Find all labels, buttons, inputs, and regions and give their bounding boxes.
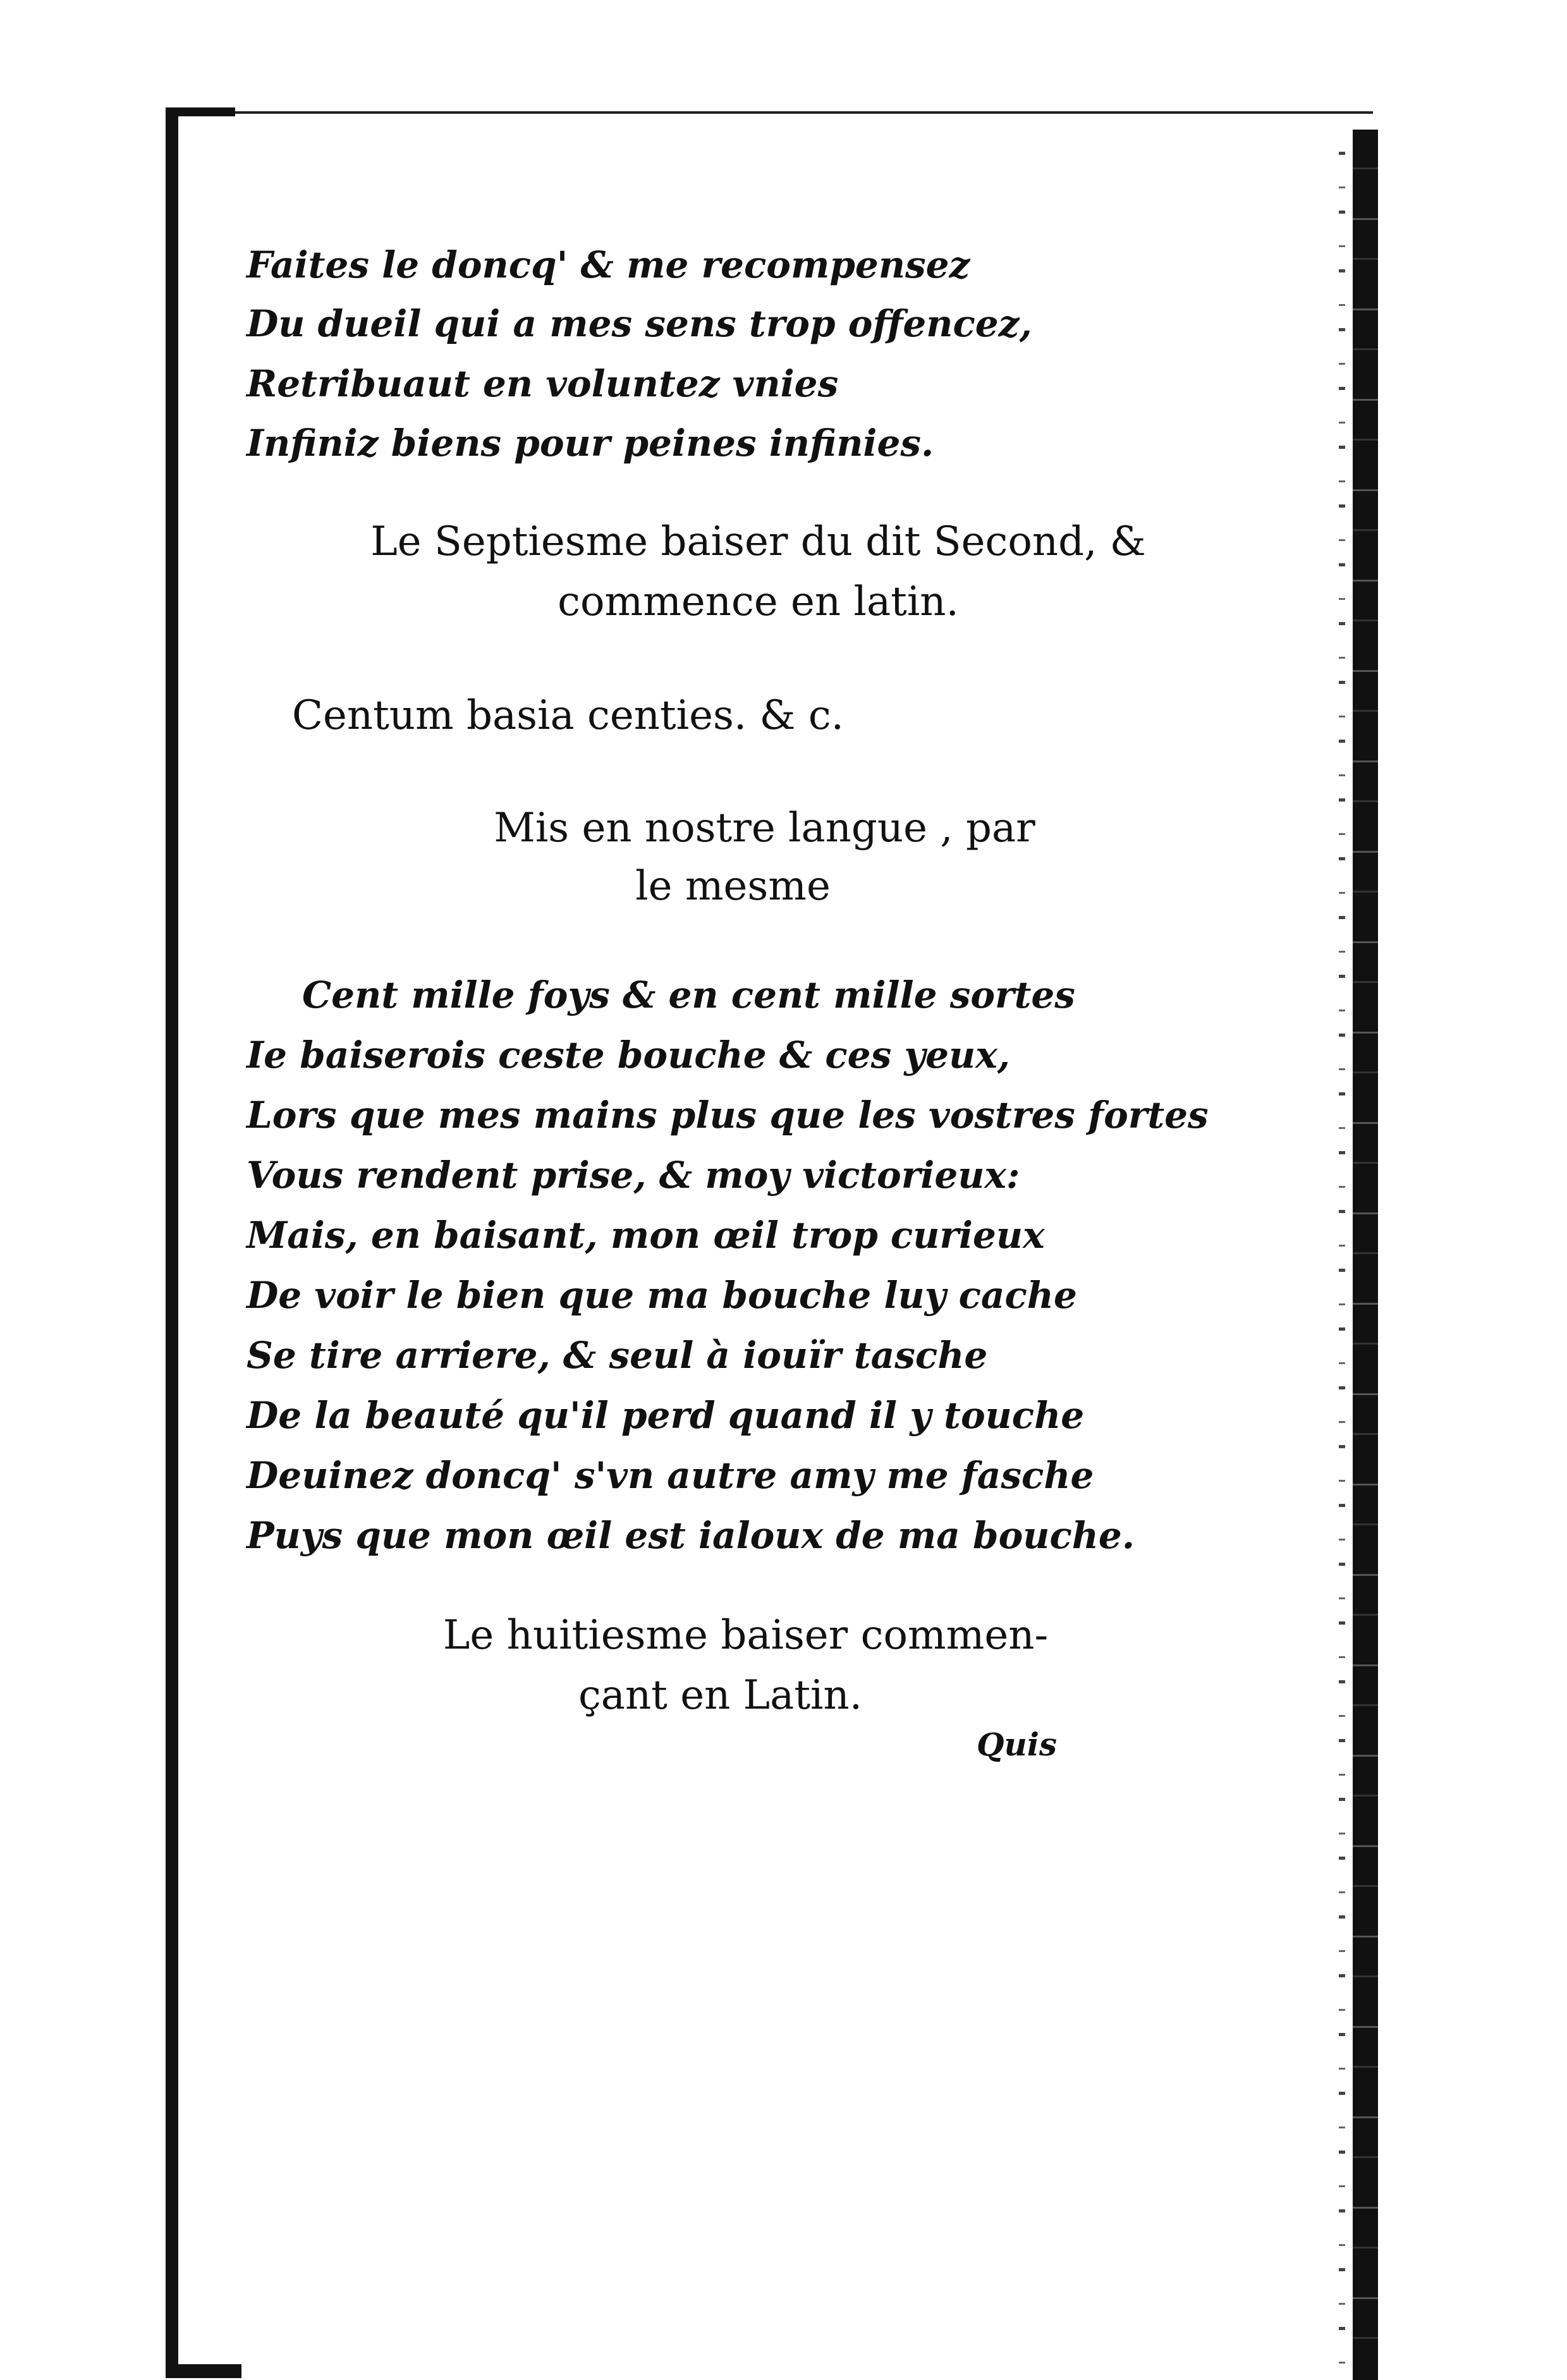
verse-line: Du dueil qui a mes sens trop offencez,	[247, 302, 1032, 345]
verse-line: De voir le bien que ma bouche luy cache	[247, 1274, 1077, 1317]
verse-line: Cent mille foys & en cent mille sortes	[302, 973, 1075, 1016]
section-heading: Le Septiesme baiser du dit Second, &	[370, 518, 1146, 565]
section-heading: le mesme	[635, 863, 831, 910]
page-frame-bottom-corner	[166, 2364, 241, 2378]
verse-line: Deuinez doncq' s'vn autre amy me fasche	[247, 1454, 1094, 1497]
verse-line: Puys que mon œil est ialoux de ma bouche.	[247, 1514, 1135, 1557]
verse-line: Infiniz biens pour peines infinies.	[247, 422, 934, 465]
catchword: Quis	[977, 1726, 1058, 1763]
verse-line: Lors que mes mains plus que les vostres fortes	[247, 1094, 1209, 1137]
section-heading: Mis en nostre langue , par	[494, 805, 1035, 851]
section-heading: çant en Latin.	[578, 1672, 863, 1719]
verse-line: Ie baiserois ceste bouche & ces yeux,	[247, 1034, 1010, 1077]
latin-incipit: Centum basia centies. & c.	[292, 692, 844, 739]
section-heading: Le huitiesme baiser commen-	[442, 1612, 1049, 1659]
verse-line: Mais, en baisant, mon œil trop curieux	[247, 1214, 1045, 1257]
section-heading: commence en latin.	[558, 578, 959, 625]
verse-line: Se tire arriere, & seul à iouïr tasche	[247, 1334, 988, 1377]
verse-line: Faites le doncq' & me recompensez	[247, 243, 970, 286]
verse-line: Retribuaut en voluntez vnies	[247, 362, 839, 405]
verse-line: Vous rendent prise, & moy victorieux:	[247, 1154, 1020, 1197]
verse-line: De la beauté qu'il perd quand il y touche	[247, 1394, 1085, 1437]
